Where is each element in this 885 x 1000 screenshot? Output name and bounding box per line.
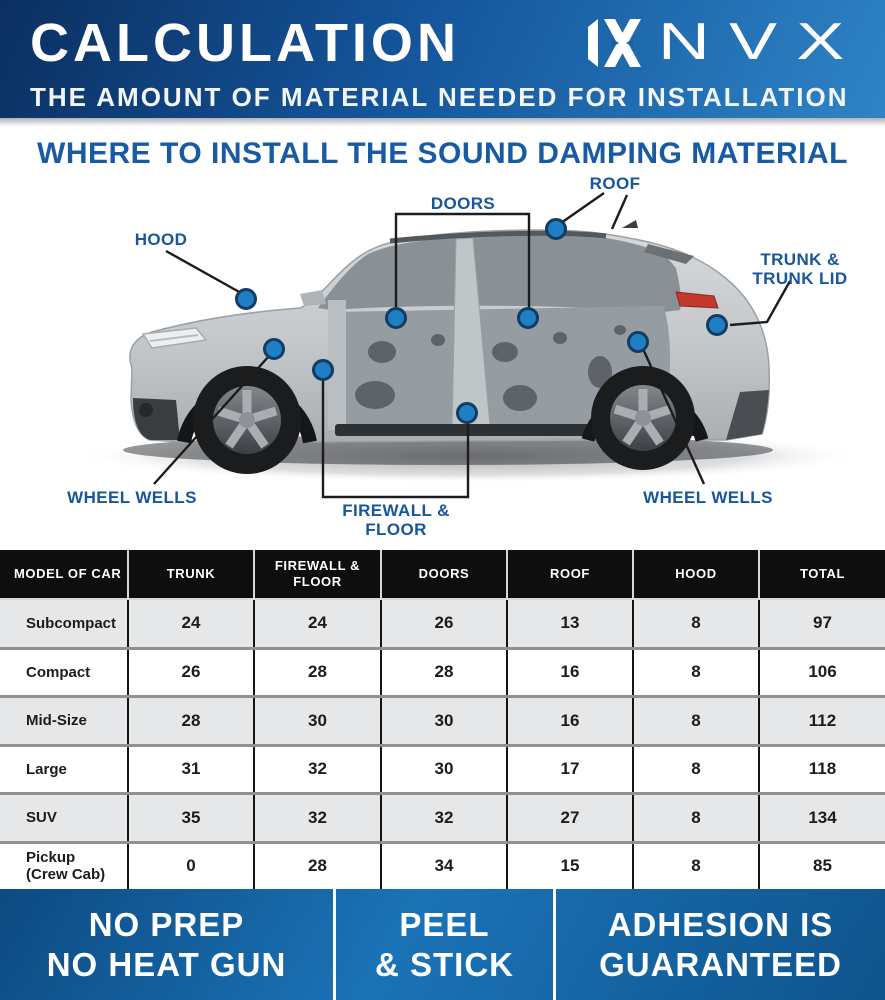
firewall-dot bbox=[314, 361, 333, 380]
trunk-dot bbox=[708, 316, 727, 335]
callout-trunk: TRUNK & TRUNK LID bbox=[752, 250, 848, 289]
col-header-total: TOTAL bbox=[758, 550, 885, 598]
roof-callout-line-2 bbox=[612, 195, 627, 229]
rear-wheel bbox=[591, 366, 695, 470]
callout-wheel-wells-right: WHEEL WELLS bbox=[643, 488, 773, 507]
table-row-compact: Compact 26 28 28 16 8 106 bbox=[0, 647, 885, 696]
table-header-row bbox=[0, 550, 885, 598]
front-door-dot bbox=[387, 309, 406, 328]
col-header-hood: HOOD bbox=[632, 550, 758, 598]
footer-banner bbox=[0, 889, 885, 1000]
nvx-logo bbox=[588, 13, 864, 71]
callout-doors: DOORS bbox=[430, 194, 496, 213]
rear-wheel-well-dot bbox=[629, 333, 648, 352]
badge-peel-stick: PEEL & STICK bbox=[333, 889, 553, 1000]
col-header-roof: ROOF bbox=[506, 550, 632, 598]
rear-door-dot bbox=[519, 309, 538, 328]
diagram-heading: WHERE TO INSTALL THE SOUND DAMPING MATERIAL bbox=[37, 137, 848, 170]
roof-callout-line-1 bbox=[561, 193, 604, 223]
roof-dot bbox=[547, 220, 566, 239]
callout-hood: HOOD bbox=[134, 230, 188, 249]
header-subtitle: THE AMOUNT OF MATERIAL NEEDED FOR INSTALLATION bbox=[30, 82, 849, 112]
table-row-large: Large 31 32 30 17 8 118 bbox=[0, 744, 885, 793]
badge-adhesion: ADHESION IS GUARANTEED bbox=[553, 889, 885, 1000]
callout-firewall-floor: FIREWALL & FLOOR bbox=[342, 501, 450, 540]
col-header-firewall-floor: FIREWALL & FLOOR bbox=[253, 550, 380, 598]
col-header-doors: DOORS bbox=[380, 550, 506, 598]
col-header-model: MODEL OF CAR bbox=[0, 550, 127, 598]
header-banner bbox=[0, 0, 885, 118]
front-wheel-well-dot bbox=[265, 340, 284, 359]
nvx-logo-mark bbox=[588, 17, 650, 69]
badge-no-prep: NO PREP NO HEAT GUN bbox=[46, 905, 287, 983]
roof-antenna bbox=[622, 220, 638, 228]
page-title: CALCULATION bbox=[30, 13, 460, 73]
material-table bbox=[0, 550, 885, 889]
col-header-trunk: TRUNK bbox=[127, 550, 253, 598]
hood-dot bbox=[237, 290, 256, 309]
header-shadow-divider bbox=[0, 118, 885, 128]
side-mirror bbox=[300, 290, 326, 306]
brand-name: NVX bbox=[658, 13, 864, 71]
table-row-pickup: Pickup (Crew Cab) 0 28 34 15 8 85 bbox=[0, 841, 885, 890]
table-row-suv: SUV 35 32 32 27 8 134 bbox=[0, 792, 885, 841]
table-row-subcompact: Subcompact 24 24 26 13 8 97 bbox=[0, 598, 885, 647]
callout-wheel-wells-left: WHEEL WELLS bbox=[67, 488, 197, 507]
table-row-midsize: Mid-Size 28 30 30 16 8 112 bbox=[0, 695, 885, 744]
hood-callout-line bbox=[166, 251, 241, 293]
callout-roof: ROOF bbox=[589, 174, 641, 193]
floor-dot bbox=[458, 404, 477, 423]
